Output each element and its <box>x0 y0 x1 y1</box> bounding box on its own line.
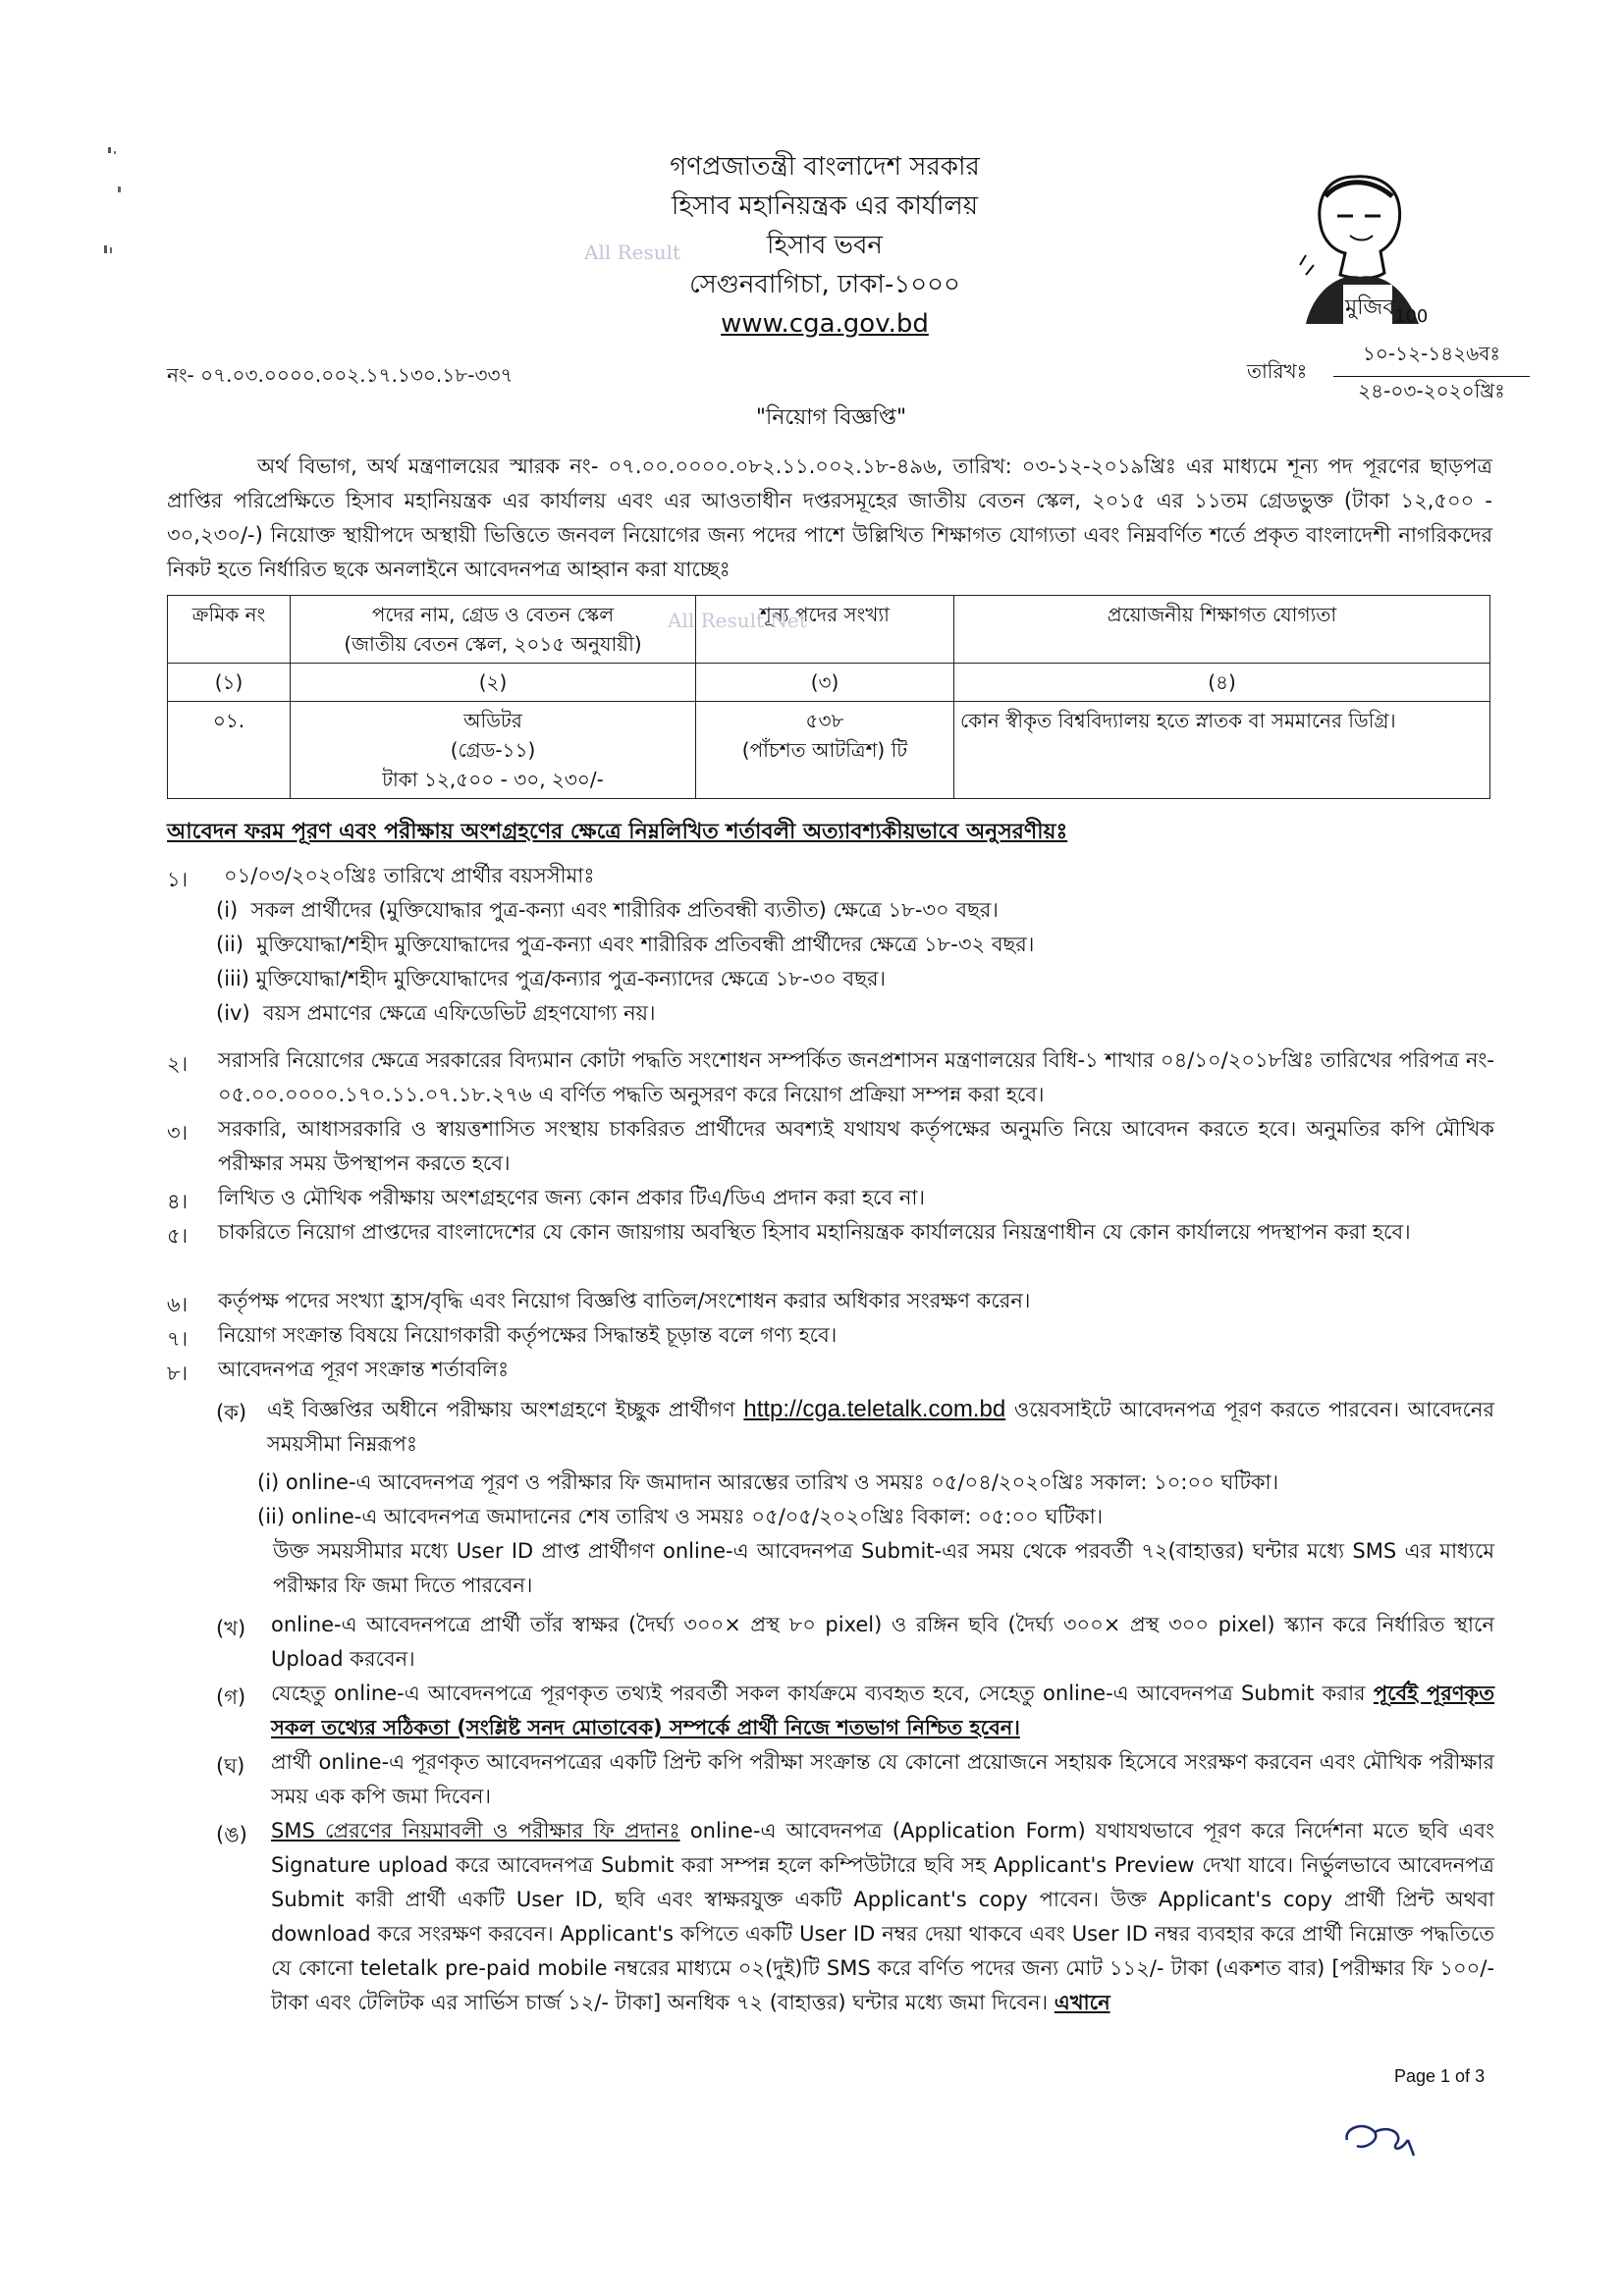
condition-1-sub-4 <box>216 996 656 1031</box>
condition-4-text: লিখিত ও মৌখিক পরীক্ষায় অংশগ্রহণের জন্য কোন প্রকার টিএ/ডিএ প্রদান করা হবে না। <box>218 1186 925 1209</box>
watermark-table: All Result Net <box>668 609 807 632</box>
memo-number: নং- ০৭.০৩.০০০০.০০২.১৭.১৩০.১৮-৩৩৭ <box>167 363 514 387</box>
vacancy-number: ৫৩৮ <box>805 709 844 732</box>
condition-8-ka-label: (ক) <box>216 1401 247 1424</box>
notice-title: "নিয়োগ বিজ্ঞপ্তি" <box>755 405 907 430</box>
umo-tail: এখানে <box>1054 1991 1110 2014</box>
condition-3-number: ৩। <box>167 1121 189 1145</box>
umo-body: online-এ আবেদনপত্র (Application Form) যথাযথভাবে পূরণ করে নির্দেশনা মতে ছবি এবং Signature upload করে আবেদনপত্র Submit করা সম্পন্ন হলে কম্পিউটারে ছবি সহ Applicant's Preview দেখা যাবে। নির্ভুলভাবে আবেদনপত্র Submit কারী প্রার্থী একটি User ID, ছবি এবং স্বাক্ষরযুক্ত একটি Applicant's copy পাবেন। উক্ত Applicant's copy প্রার্থী প্রিন্ট অথবা download করে সংরক্ষণ করবেন। Applicant's কপিতে একটি User ID নম্বর দেয়া থাকবে এবং User ID নম্বর ব্যবহার করে প্রার্থী নিম্নোক্ত পদ্ধতিতে যে কোনো teletalk pre-paid mobile নম্বরের মাধ্যমে ০২(দুই)টি SMS করে বর্ণিত পদের জন্য মোট ১১২/- টাকা (একশত বার) [পরীক্ষার ফি ১০০/- টাকা এবং টেলিটক এর সার্ভিস চার্জ ১২/- টাকা] অনধিক ৭২ (বাহাত্তর) ঘন্টার মধ্যে জমা দিবেন। <box>271 1819 1494 2014</box>
date-english: ২৪-০৩-২০২০খ্রিঃ <box>1358 379 1505 402</box>
sub-text: বয়স প্রমাণের ক্ষেত্রে এফিডেভিট গ্রহণযোগ্য নয়। <box>263 1001 656 1025</box>
col-number-4: (৪) <box>954 664 1490 702</box>
condition-8-ga-label: (গ) <box>216 1685 246 1709</box>
logo-text: মুজিব <box>1345 295 1395 320</box>
logo-number: 100 <box>1394 306 1429 327</box>
intro-paragraph: অর্থ বিভাগ, অর্থ মন্ত্রণালয়ের স্মারক নং- ০৭.০০.০০০০.০৮২.১১.০০২.১৮-৪৯৬, তারিখ: ০৩-১২-২০১৯খ্রিঃ এর মাধ্যমে শূন্য পদ পূরণের ছাড়পত্র প্রাপ্তির পরিপ্রেক্ষিতে হিসাব মহানিয়ন্ত্রক এর কার্যালয় এবং এর আওতাধীন দপ্তরসমূহের জাতীয় বেতন স্কেল, ২০১৫ এর ১১তম গ্রেডভুক্ত (টাকা ১২,৫০০ - ৩০,২৩০/-) নিয়োক্ত স্থায়ীপদে অস্থায়ী ভিত্তিতে জনবল নিয়োগের জন্য পদের পাশে উল্লিখিত শিক্ষাগত যোগ্যতা এবং নিম্নবর্ণিত শর্তে প্রকৃত বাংলাদেশী নাগরিকদের নিকট হতে নির্ধারিত ছকে অনলাইনে আবেদনপত্র আহ্বান করা যাচ্ছেঃ <box>167 454 1492 581</box>
sub-label: (ii) <box>216 933 244 956</box>
condition-5-number: ৫। <box>167 1224 189 1248</box>
post-name: অডিটর <box>463 709 522 732</box>
sub-text: online-এ আবেদনপত্র জমাদানের শেষ তারিখ ও সময়ঃ ০৫/০৫/২০২০খ্রিঃ বিকাল: ০৫:০০ ঘটিকা। <box>291 1505 1104 1528</box>
row-post <box>291 702 696 799</box>
header-serial: ক্রমিক নং <box>168 596 291 664</box>
header-post-line1: পদের নাম, গ্রেড ও বেতন স্কেল <box>371 603 615 626</box>
condition-6-number: ৬। <box>167 1293 189 1316</box>
sub-label: (i) <box>257 1470 280 1494</box>
conditions-heading: আবেদন ফরম পূরণ এবং পরীক্ষায় অংশগ্রহণের ক্ষেত্রে নিম্নলিখিত শর্তাবলী অত্যাবশ্যকীয়ভাবে অনুসরণীয়ঃ <box>167 820 1068 844</box>
col-number-3: (৩) <box>696 664 954 702</box>
signature-icon <box>1335 2110 1443 2169</box>
row-vacancy <box>696 702 954 799</box>
table-column-number-row <box>168 664 1490 702</box>
condition-8-text: আবেদনপত্র পূরণ সংক্রান্ত শর্তাবলিঃ <box>218 1358 510 1381</box>
condition-8-kha-text: online-এ আবেদনপত্রে প্রার্থী তাঁর স্বাক্ষর (দৈর্ঘ্য ৩০০× প্রস্থ ৮০ pixel) ও রঙ্গিন ছবি (দৈর্ঘ্য ৩০০× প্রস্থ ৩০০ pixel) স্ক্যান করে নির্ধারিত স্থানে Upload করবেন। <box>271 1613 1494 1671</box>
condition-1-text: ০১/০৩/২০২০খ্রিঃ তারিখে প্রার্থীর বয়সসীমাঃ <box>224 864 595 887</box>
posts-table <box>167 595 1490 799</box>
condition-5-text: চাকরিতে নিয়োগ প্রাপ্তদের বাংলাদেশের যে কোন জায়গায় অবস্থিত হিসাব মহানিয়ন্ত্রক কার্যালয়ের নিয়ন্ত্রণাধীন যে কোন কার্যালয়ে পদস্থাপন করা হবে। <box>218 1220 1411 1244</box>
condition-8-number: ৮। <box>167 1362 189 1385</box>
condition-8-kha-label: (খ) <box>216 1617 246 1640</box>
sub-label: (i) <box>216 898 239 922</box>
government-name: গণপ্রজাতন্ত্রী বাংলাদেশ সরকার <box>670 152 980 182</box>
teletalk-link[interactable]: http://cga.teletalk.com.bd <box>743 1396 1006 1422</box>
sub-text: মুক্তিযোদ্ধা/শহীদ মুক্তিযোদ্ধাদের পুত্র/কন্যার পুত্র-কন্যাদের ক্ষেত্রে ১৮-৩০ বছর। <box>255 967 887 990</box>
ga-text-a: যেহেতু online-এ আবেদনপত্রে পূরণকৃত তথ্যই পরবর্তী সকল কার্যক্রমে ব্যবহৃত হবে, সেহেতু online-এ আবেদনপত্র Submit করার <box>271 1682 1366 1705</box>
table-header-row <box>168 596 1490 664</box>
condition-4-number: ৪। <box>167 1190 189 1213</box>
date-bangla: ১০-১২-১৪২৬বঃ <box>1333 340 1530 377</box>
sub-text: online-এ আবেদনপত্র পূরণ ও পরীক্ষার ফি জমাদান আরম্ভের তারিখ ও সময়ঃ ০৫/০৪/২০২০খ্রিঃ সকাল: ১০:০০ ঘটিকা। <box>285 1470 1279 1494</box>
condition-8-umo-label: (ঙ) <box>216 1823 247 1846</box>
condition-1-sub-2 <box>216 928 1034 962</box>
col-number-2: (২) <box>291 664 696 702</box>
watermark: All Result <box>584 240 681 264</box>
col-number-1: (১) <box>168 664 291 702</box>
condition-8-ga-text <box>271 1677 1494 1745</box>
sub-label: (ii) <box>257 1505 286 1528</box>
header-qualification: প্রয়োজনীয় শিক্ষাগত যোগ্যতা <box>954 596 1490 664</box>
condition-8-gha-label: (ঘ) <box>216 1754 245 1778</box>
condition-8-ka-ii <box>257 1500 1494 1534</box>
mujib-100-logo-icon <box>1286 157 1434 334</box>
ga-text-b: পূর্বেই পূরণকৃত সকল তথ্যের সঠিকতা (সংশ্লিষ্ট সনদ মোতাবেক) সম্পর্কে প্রার্থী নিজে শতভাগ নিশ্চিত হবেন। <box>271 1682 1494 1739</box>
header-vacancy: শূন্য পদের সংখ্যা <box>696 596 954 664</box>
address: সেগুনবাগিচা, ঢাকা-১০০০ <box>689 270 960 299</box>
office-name: হিসাব মহানিয়ন্ত্রক এর কার্যালয় <box>671 191 979 221</box>
scan-specks <box>98 137 137 265</box>
condition-6-text: কর্তৃপক্ষ পদের সংখ্যা হ্রাস/বৃদ্ধি এবং নিয়োগ বিজ্ঞপ্তি বাতিল/সংশোধন করার অধিকার সংরক্ষণ করেন। <box>218 1289 1031 1312</box>
ka-text-a: এই বিজ্ঞপ্তির অধীনে পরীক্ষায় অংশগ্রহণে ইচ্ছুক প্রার্থীগণ <box>267 1398 735 1421</box>
condition-3-text: সরকারি, আধাসরকারি ও স্বায়ত্তশাসিত সংস্থায় চাকরিরত প্রার্থীদের অবশ্যই যথাযথ কর্তৃপক্ষের অনুমতি নিয়ে আবেদন করতে হবে। অনুমতির কপি মৌখিক পরীক্ষার সময় উপস্থাপন করতে হবে। <box>218 1117 1494 1175</box>
date-label: তারিখঃ <box>1247 359 1308 383</box>
condition-8-ka-i <box>257 1466 1494 1500</box>
sub-text: মুক্তিযোদ্ধা/শহীদ মুক্তিযোদ্ধাদের পুত্র-কন্যা এবং শারীরিক প্রতিবন্ধী প্রার্থীদের ক্ষেত্রে ১৮-৩২ বছর। <box>256 933 1035 956</box>
row-qualification: কোন স্বীকৃত বিশ্ববিদ্যালয় হতে স্নাতক বা সমমানের ডিগ্রি। <box>954 702 1490 799</box>
post-scale: টাকা ১২,৫০০ - ৩০, ২৩০/- <box>382 768 604 791</box>
condition-7-text: নিয়োগ সংক্রান্ত বিষয়ে নিয়োগকারী কর্তৃপক্ষের সিদ্ধান্তই চূড়ান্ত বলে গণ্য হবে। <box>218 1323 838 1347</box>
condition-8-gha-text: প্রার্থী online-এ পূরণকৃত আবেদনপত্রের একটি প্রিন্ট কপি পরীক্ষা সংক্রান্ত যে কোনো প্রয়োজনে সহায়ক হিসেবে সংরক্ষণ করবেন এবং মৌখিক পরীক্ষার সময় এক কপি জমা দিবেন। <box>271 1750 1494 1808</box>
building-name: হিসাব ভবন <box>767 231 883 260</box>
condition-1-number: ১। <box>167 868 189 891</box>
table-row <box>168 702 1490 799</box>
sub-label: (iv) <box>216 1001 250 1025</box>
condition-2-text: সরাসরি নিয়োগের ক্ষেত্রে সরকারের বিদ্যমান কোটা পদ্ধতি সংশোধন সম্পর্কিত জনপ্রশাসন মন্ত্রণালয়ের বিধি-১ শাখার ০৪/১০/২০১৮খ্রিঃ তারিখের পরিপত্র নং- ০৫.০০.০০০০.১৭০.১১.০৭.১৮.২৭৬ এ বর্ণিত পদ্ধতি অনুসরণ করে নিয়োগ প্রক্রিয়া সম্পন্ন করা হবে। <box>218 1048 1494 1106</box>
row-serial: ০১. <box>168 702 291 799</box>
condition-8-ka-after: উক্ত সময়সীমার মধ্যে User ID প্রাপ্ত প্রার্থীগণ online-এ আবেদনপত্র Submit-এর সময় থেকে পরবর্তী ৭২(বাহাত্তর) ঘন্টার মধ্যে SMS এর মাধ্যমে পরীক্ষার ফি জমা দিতে পারবেন। <box>273 1539 1494 1597</box>
sub-text: সকল প্রার্থীদের (মুক্তিযোদ্ধার পুত্র-কন্যা এবং শারীরিক প্রতিবন্ধী ব্যতীত) ক্ষেত্রে ১৮-৩০ বছর। <box>250 898 999 922</box>
condition-7-number: ৭। <box>167 1327 189 1351</box>
page-number: Page 1 of 3 <box>1394 2066 1486 2086</box>
header-post <box>291 596 696 664</box>
condition-2-number: ২। <box>167 1052 189 1076</box>
condition-1-sub-1 <box>216 893 999 928</box>
condition-8-ka-text <box>267 1392 1494 1462</box>
ka-text-b: ওয়েবসাইটে আবেদনপত্র পূরণ করতে পারবেন। আবেদনের সময়সীমা নিম্নরূপঃ <box>267 1398 1495 1456</box>
website-link[interactable]: www.cga.gov.bd <box>721 309 929 339</box>
post-grade: (গ্রেড-১১) <box>450 738 536 762</box>
umo-heading: SMS প্রেরণের নিয়মাবলী ও পরীক্ষার ফি প্রদানঃ <box>271 1819 680 1842</box>
condition-1-sub-3 <box>216 962 886 996</box>
header-post-line2: (জাতীয় বেতন স্কেল, ২০১৫ অনুযায়ী) <box>344 632 642 656</box>
condition-8-umo-text <box>271 1814 1494 2020</box>
vacancy-words: (পাঁচশত আটত্রিশ) টি <box>741 738 908 762</box>
sub-label: (iii) <box>216 967 249 990</box>
